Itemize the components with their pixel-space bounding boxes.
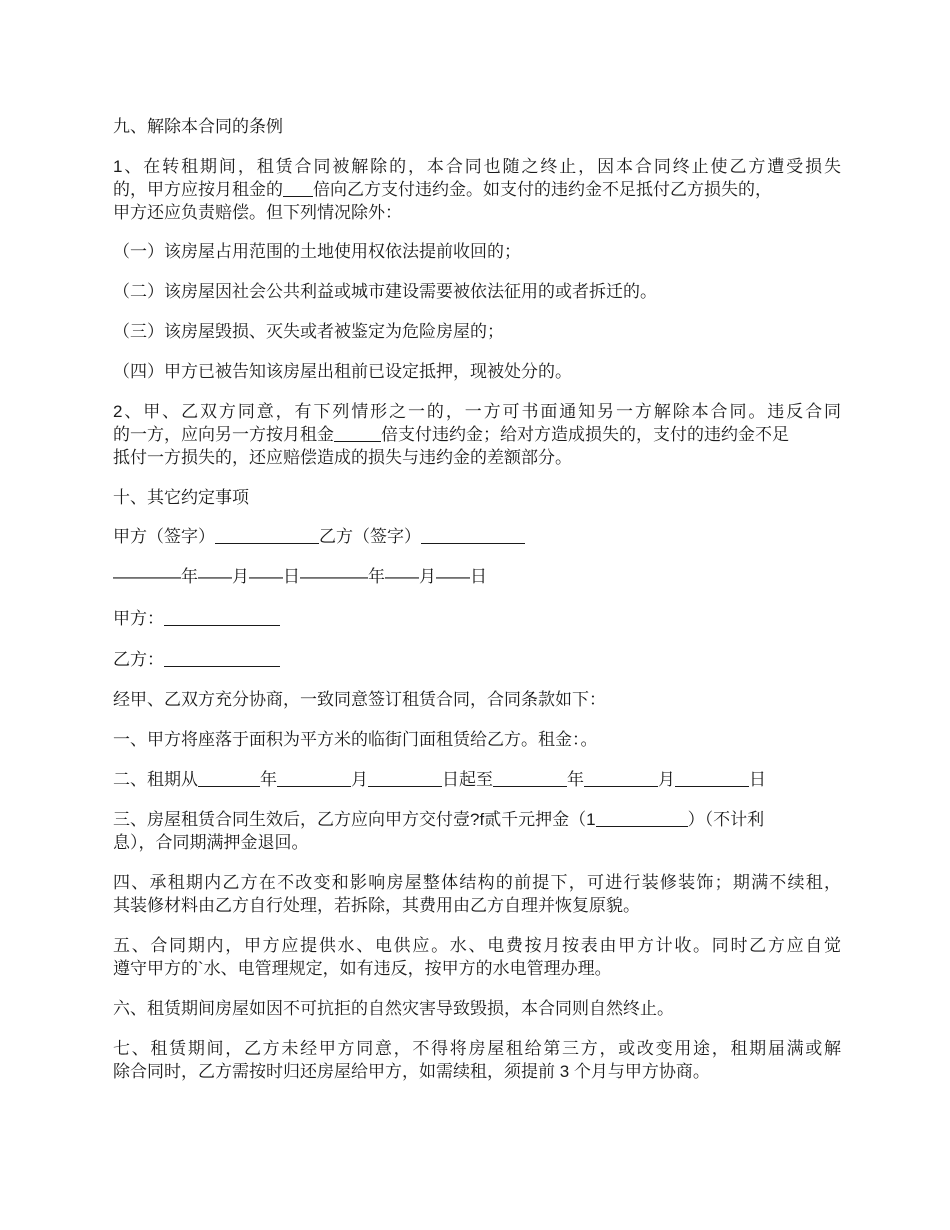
contract-clause-6: 六、租赁期间房屋如因不可抗拒的自然灾害导致毁损，本合同则自然终止。 [113,999,674,1018]
clause-1: （一）该房屋占用范围的土地使用权依法提前收回的； [113,242,521,261]
party-a-sign-label: 甲方（签字） [113,527,215,546]
party-a-sign-blank [215,525,319,544]
paragraph-line: 四、承租期内乙方在不改变和影响房屋整体结构的前提下，可进行装修装饰；期满不续租， [113,873,841,892]
clause-4: （四）甲方已被告知该房屋出租前已设定抵押，现被处分的。 [113,362,572,381]
paragraph-line: 甲方还应负责赔偿。但下列情况除外： [113,203,402,222]
party-a-blank [164,607,280,626]
paragraph-line: 五、合同期内，甲方应提供水、电供应。水、电费按月按表由甲方计收。同时乙方应自觉 [113,936,841,955]
paragraph-line: 三、房屋租赁合同生效后，乙方应向甲方交付壹?f贰千元押金（1 ）（不计利 [113,810,765,829]
paragraph-line: 抵付一方损失的，还应赔偿造成的损失与违约金的差额部分。 [113,448,572,467]
clause-3: （三）该房屋毁损、灭失或者被鉴定为危险房屋的； [113,322,504,341]
contract-clause-2: 二、租期从 年 月 日起至 年 月 日 [113,770,766,789]
start-day-blank [368,768,442,787]
paragraph-line: 1、在转租期间，租赁合同被解除的，本合同也随之终止，因本合同终止使乙方遭受损失 [113,157,841,176]
party-b-sign-label: 乙方（签字） [319,527,421,546]
paragraph-line: 的一方，应向另一方按月租金 倍支付违约金；给对方造成损失的，支付的违约金不足 [113,425,789,444]
start-month-blank [277,768,351,787]
date-line: ————年——月——日————年——月——日 [113,567,487,586]
end-year-blank [493,768,567,787]
paragraph-line: 七、租赁期间，乙方未经甲方同意，不得将房屋租给第三方，或改变用途，租期届满或解 [113,1039,841,1058]
paragraph-line: 遵守甲方的`水、电管理规定，如有违反，按甲方的水电管理办理。 [113,959,612,978]
party-b-sign-blank [421,525,525,544]
paragraph-line: 其装修材料由乙方自行处理，若拆除，其费用由乙方自理并恢复原貌。 [113,896,640,915]
paragraph-line: 的，甲方应按月租金的 倍向乙方支付违约金。如支付的违约金不足抵付乙方损失的， [113,180,772,199]
clause-2: （二）该房屋因社会公共利益或城市建设需要被依法征用的或者拆迁的。 [113,282,657,301]
start-year-blank [198,768,260,787]
section-10-title: 十、其它约定事项 [113,488,249,507]
contract-clause-1: 一、甲方将座落于面积为平方米的临街门面租赁给乙方。租金：。 [113,730,598,749]
contract-intro: 经甲、乙双方充分协商，一致同意签订租赁合同，合同条款如下： [113,690,606,709]
blank-field [283,178,313,197]
section-9-title: 九、解除本合同的条例 [113,117,283,136]
blank-field [334,423,381,442]
party-b-blank [164,648,280,667]
end-month-blank [584,768,658,787]
paragraph-line: 2、甲、乙双方同意，有下列情形之一的，一方可书面通知另一方解除本合同。违反合同 [113,402,841,421]
end-day-blank [675,768,749,787]
paragraph-line: 息），合同期满押金退回。 [113,833,309,852]
party-b-line: 乙方： [113,648,280,671]
deposit-blank [596,808,688,827]
paragraph-line: 除合同时，乙方需按时归还房屋给甲方，如需续租，须提前 3 个月与甲方协商。 [113,1062,710,1081]
party-a-line: 甲方： [113,607,280,630]
signature-line [113,525,525,548]
